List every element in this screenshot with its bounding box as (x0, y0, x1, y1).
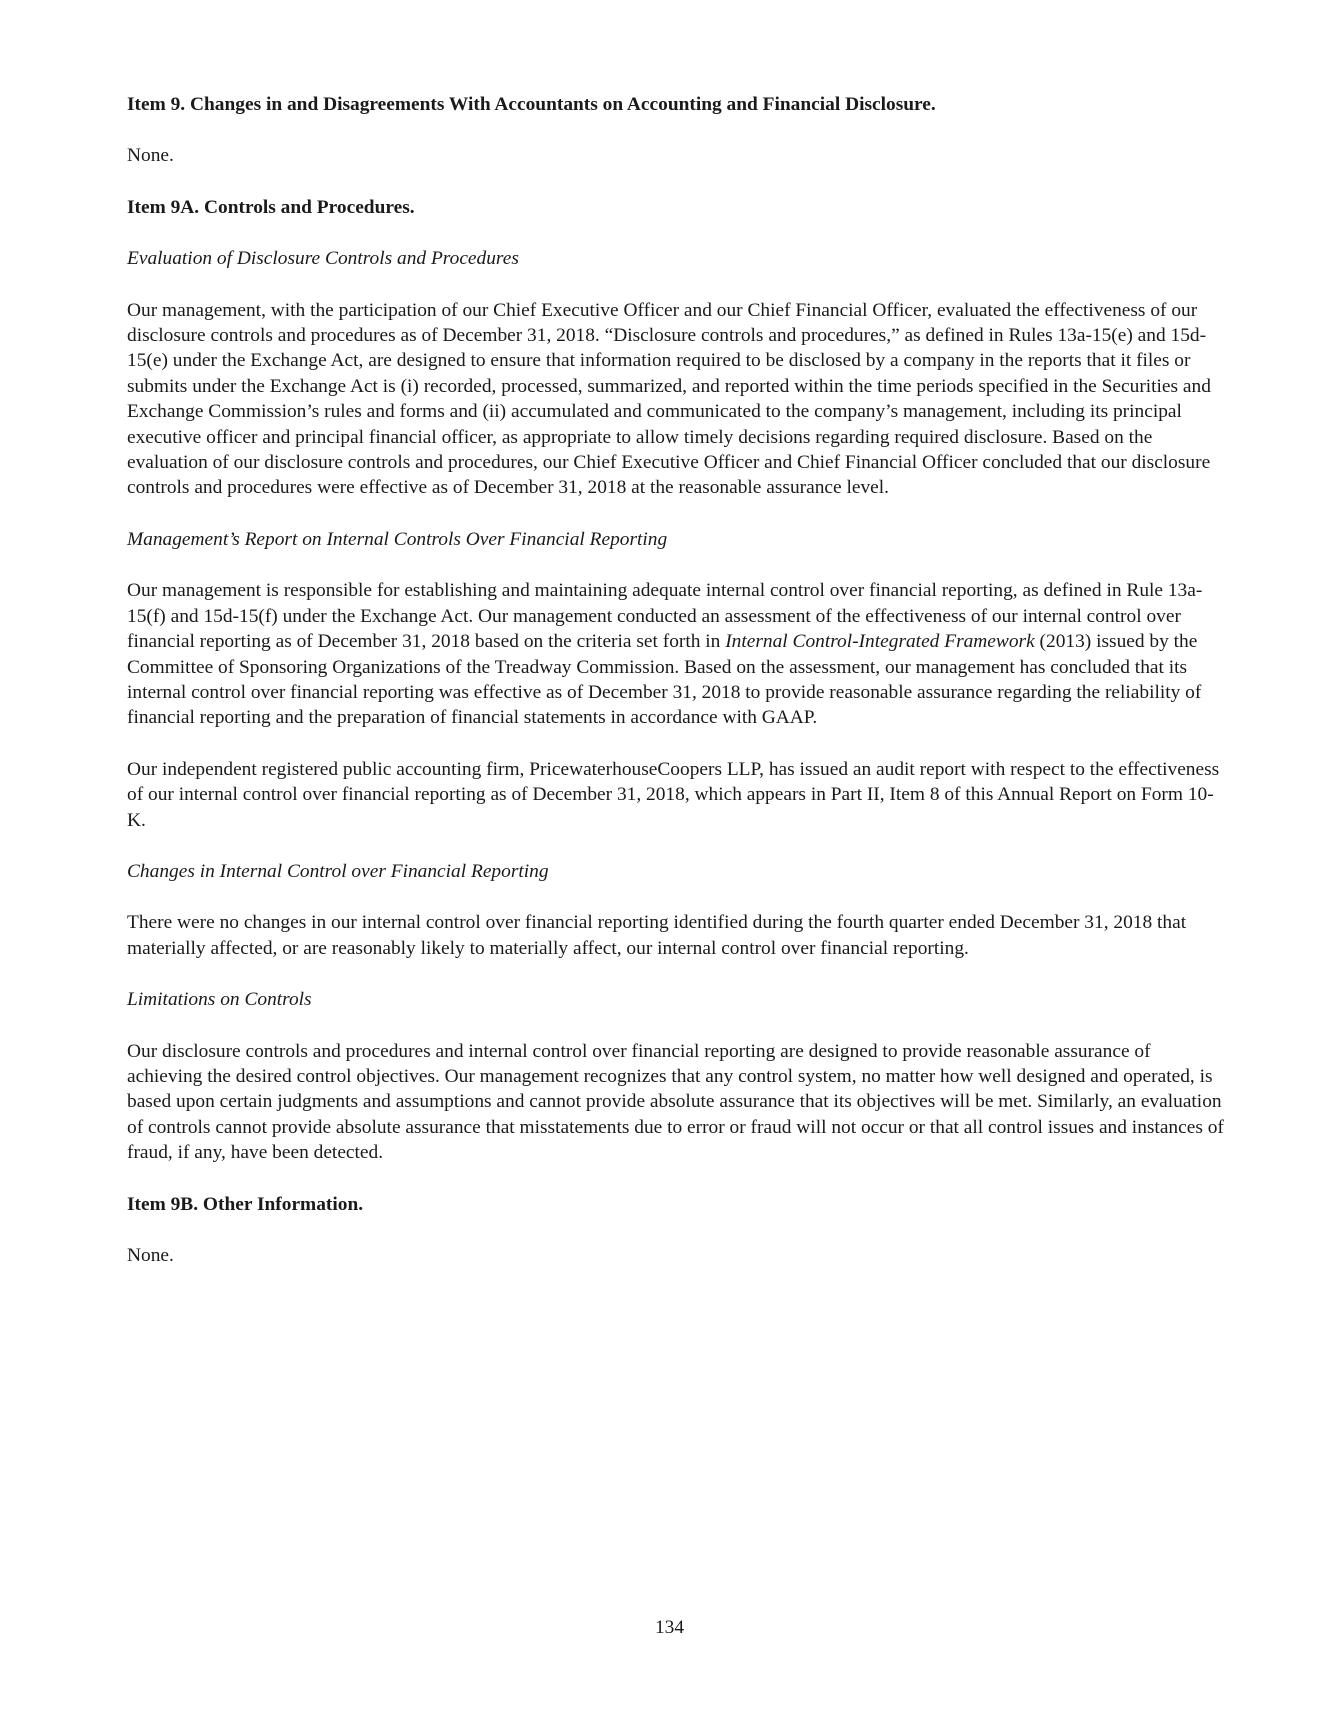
management-report-paragraph (127, 578, 1227, 730)
management-report-subheading: Management’s Report on Internal Controls Over Financial Reporting (127, 528, 668, 550)
item-9-heading: Item 9. Changes in and Disagreements With Accountants on Accounting and Financial Disclosure. (127, 94, 936, 115)
changes-subheading: Changes in Internal Control over Financial Reporting (127, 860, 549, 882)
item-9b-heading: Item 9B. Other Information. (127, 1193, 364, 1215)
changes-paragraph: There were no changes in our internal control over financial reporting identified during the fourth quarter ended December 31, 2018 that materially affected, or are reasonably likely to materially affect, our internal control over financial reporting. (127, 912, 1187, 959)
limitations-paragraph: Our disclosure controls and procedures and internal control over financial reporting are designed to provide reasonable assurance of achieving the desired control objectives. Our management recognizes that any control system, no matter how well designed and operated, is based upon certain judgments and assumptions and cannot provide absolute assurance that its objectives will be met. Similarly, an evaluation of controls cannot provide absolute assurance that misstatements due to error or fraud will not occur or that all control issues and instances of fraud, if any, have been detected. (127, 1040, 1224, 1164)
document-page (127, 92, 1227, 1268)
page-number: 134 (654, 1617, 685, 1638)
framework-title: Internal Control-Integrated Framework (725, 631, 1035, 653)
item-9a-heading: Item 9A. Controls and Procedures. (127, 196, 415, 218)
item-9-body: None. (127, 145, 174, 167)
management-report-text-1: Our management is responsible for establishing and maintaining adequate internal control over financial reporting, as defined in Rule 13a-15(f) and 15d-15(f) under the Exchange Act. Our management conducted an assessment of the effectiveness of our internal control over financial reporting as of December 31, 2018 based on the criteria set forth in (127, 580, 1203, 653)
evaluation-paragraph: Our management, with the participation of our Chief Executive Officer and our Chief Financial Officer, evaluated the effectiveness of our disclosure controls and procedures as of December 31, 2018. “Disclosure controls and procedures,” as defined in Rules 13a-15(e) and 15d-15(e) under the Exchange Act, are designed to ensure that information required to be disclosed by a company in the reports that it files or submits under the Exchange Act is (i) recorded, processed, summarized, and reported within the time periods specified in the Securities and Exchange Commission’s rules and forms and (ii) accumulated and communicated to the company’s management, including its principal executive officer and principal financial officer, as appropriate to allow timely decisions regarding required disclosure. Based on the evaluation of our disclosure controls and procedures, our Chief Executive Officer and Chief Financial Officer concluded that our disclosure controls and procedures were effective as of December 31, 2018 at the reasonable assurance level. (127, 299, 1211, 499)
item-9b-body: None. (127, 1245, 174, 1266)
evaluation-subheading: Evaluation of Disclosure Controls and Procedures (127, 248, 519, 270)
management-report-text-2: (2013) issued by the Committee of Sponsoring Organizations of the Treadway Commission. Based on the assessment, our management has concluded that its internal control over financial reporting was effective as of December 31, 2018 to provide reasonable assurance regarding the reliability of financial reporting and the preparation of financial statements in accordance with GAAP. (127, 631, 1202, 729)
limitations-subheading: Limitations on Controls (127, 989, 312, 1011)
auditor-paragraph: Our independent registered public accounting firm, PricewaterhouseCoopers LLP, has issued an audit report with respect to the effectiveness of our internal control over financial reporting as of December 31, 2018, which appears in Part II, Item 8 of this Annual Report on Form 10-K. (127, 758, 1220, 831)
